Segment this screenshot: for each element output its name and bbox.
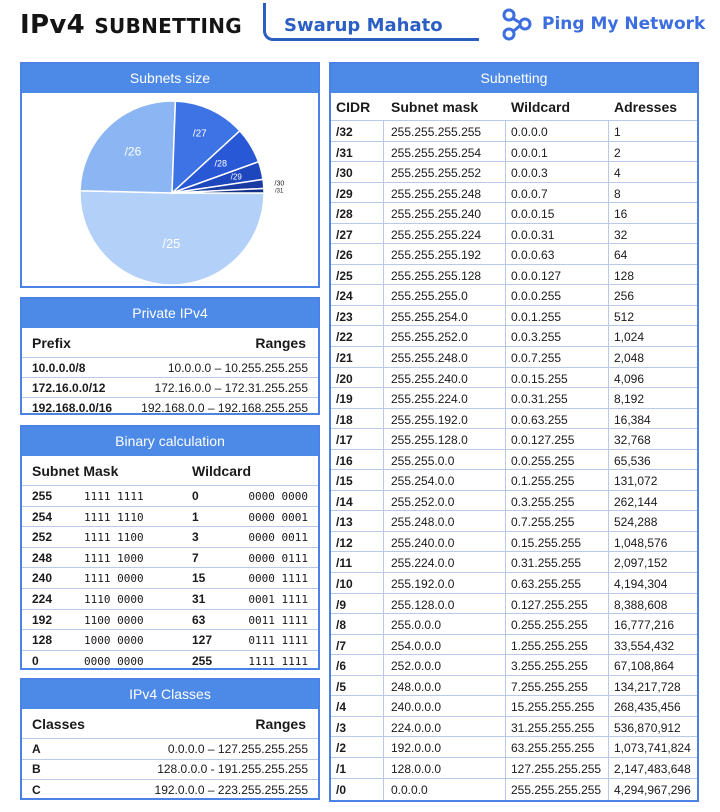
brand-logo <box>500 6 705 42</box>
addresses-cell: 8 <box>614 186 621 201</box>
table-row <box>331 695 697 716</box>
table-row <box>22 650 318 671</box>
mask-binary: 1111 1110 <box>84 510 144 524</box>
wildcard-binary: 0011 1111 <box>248 613 308 627</box>
cidr-cell: /18 <box>336 412 353 427</box>
wildcard-column-header: Wildcard <box>511 99 570 115</box>
wildcard-binary: 0000 0001 <box>248 510 308 524</box>
subnet-mask-cell: 254.0.0.0 <box>391 638 442 653</box>
range-cell: 192.168.0.0 – 192.168.255.255 <box>141 400 308 415</box>
wildcard-cell: 0.0.7.255 <box>511 351 562 366</box>
wildcard-cell: 0.0.0.3 <box>511 166 548 181</box>
network-nodes-icon <box>500 6 536 42</box>
addresses-cell: 268,435,456 <box>614 700 681 715</box>
pie-label-31: /31 <box>275 188 284 195</box>
cidr-cell: /29 <box>336 186 353 201</box>
wildcard-binary: 1111 1111 <box>248 654 308 668</box>
prefix-cell: 172.16.0.0/12 <box>32 380 106 395</box>
addresses-cell: 2,048 <box>614 351 645 366</box>
binary-table-body <box>22 485 318 670</box>
cidr-cell: /31 <box>336 145 353 160</box>
column-divider <box>505 120 506 800</box>
subnet-mask-column-header: Subnet Mask <box>32 462 119 479</box>
mask-decimal: 224 <box>32 591 53 606</box>
wildcard-cell: 0.0.0.0 <box>511 125 548 139</box>
private-ipv4-title: Private IPv4 <box>22 299 318 328</box>
table-row <box>22 397 318 417</box>
page-title <box>20 10 242 40</box>
table-row <box>331 510 697 531</box>
subnet-mask-cell: 255.255.255.240 <box>391 207 482 222</box>
subnet-mask-cell: 255.252.0.0 <box>391 494 455 509</box>
subnetting-title: Subnetting <box>331 64 697 93</box>
wildcard-decimal: 7 <box>192 550 199 565</box>
ranges-column-header: Ranges <box>255 334 306 351</box>
subnets-size-pie-chart <box>22 93 318 286</box>
wildcard-cell: 0.127.255.255 <box>511 597 588 612</box>
cidr-cell: /12 <box>336 535 353 550</box>
wildcard-binary: 0000 0000 <box>248 490 308 503</box>
addresses-cell: 4,096 <box>614 371 645 386</box>
table-row <box>331 305 697 326</box>
cidr-cell: /19 <box>336 392 353 407</box>
mask-binary: 1000 0000 <box>84 634 144 648</box>
wildcard-column-header: Wildcard <box>192 462 251 479</box>
prefix-cell: 192.168.0.0/16 <box>32 400 113 415</box>
subnet-mask-cell: 255.128.0.0 <box>391 597 455 612</box>
addresses-cell: 2 <box>614 145 621 160</box>
table-row <box>331 264 697 285</box>
table-row <box>22 629 318 650</box>
wildcard-cell: 0.0.0.15 <box>511 207 555 222</box>
column-divider <box>383 120 384 800</box>
table-row <box>22 567 318 588</box>
wildcard-binary: 0111 1111 <box>248 634 308 648</box>
subnet-mask-cell: 255.224.0.0 <box>391 556 455 571</box>
wildcard-binary: 0000 1111 <box>248 572 308 586</box>
subnet-mask-cell: 255.255.240.0 <box>391 371 468 386</box>
subnet-mask-cell: 255.255.255.254 <box>391 145 482 160</box>
class-cell: A <box>32 741 41 756</box>
table-row <box>331 490 697 511</box>
cidr-cell: /25 <box>336 268 353 283</box>
addresses-cell: 4 <box>614 166 621 181</box>
range-cell: 10.0.0.0 – 10.255.255.255 <box>167 360 308 375</box>
table-row <box>331 367 697 388</box>
table-row <box>331 120 697 141</box>
table-row <box>331 531 697 552</box>
wildcard-cell: 0.0.127.255 <box>511 433 575 448</box>
subnet-mask-cell: 255.0.0.0 <box>391 618 442 633</box>
cidr-cell: /26 <box>336 248 353 263</box>
table-row <box>331 593 697 614</box>
wildcard-cell: 7.255.255.255 <box>511 679 588 694</box>
pie-label-30: /30 <box>274 180 285 188</box>
ipv4-classes-panel <box>20 678 320 800</box>
addresses-column-header: Adresses <box>614 99 678 115</box>
table-row <box>331 223 697 244</box>
addresses-cell: 4,194,304 <box>614 577 668 592</box>
range-cell: 192.0.0.0 – 223.255.255.255 <box>154 782 308 797</box>
cidr-cell: /7 <box>336 638 347 653</box>
wildcard-binary: 0000 0011 <box>248 531 308 545</box>
addresses-cell: 16,384 <box>614 412 651 427</box>
author-box <box>263 3 479 41</box>
cidr-cell: /5 <box>336 679 347 694</box>
subnet-mask-cell: 255.248.0.0 <box>391 515 455 530</box>
subnetting-header <box>331 93 697 120</box>
cidr-cell: /21 <box>336 351 353 366</box>
table-row <box>22 759 318 780</box>
addresses-cell: 16,777,216 <box>614 618 675 633</box>
mask-binary: 1111 1100 <box>84 531 144 545</box>
wildcard-binary: 0000 0111 <box>248 551 308 565</box>
cidr-cell: /13 <box>336 515 353 530</box>
wildcard-decimal: 31 <box>192 591 206 606</box>
subnet-mask-cell: 224.0.0.0 <box>391 720 442 735</box>
table-row <box>331 243 697 264</box>
table-row <box>22 547 318 568</box>
cidr-cell: /6 <box>336 659 347 674</box>
wildcard-decimal: 15 <box>192 571 206 586</box>
addresses-cell: 1,048,576 <box>614 535 668 550</box>
mask-binary: 1111 1000 <box>84 551 144 565</box>
cidr-cell: /4 <box>336 700 347 715</box>
cidr-cell: /1 <box>336 761 347 776</box>
wildcard-cell: 0.0.255.255 <box>511 453 575 468</box>
cidr-cell: /30 <box>336 166 353 181</box>
private-ipv4-panel <box>20 297 320 415</box>
mask-decimal: 128 <box>32 633 53 648</box>
table-row <box>22 526 318 547</box>
pie-label-25: /25 <box>162 236 181 252</box>
wildcard-cell: 0.0.0.255 <box>511 289 562 304</box>
cidr-cell: /11 <box>336 556 353 571</box>
cidr-cell: /28 <box>336 207 353 222</box>
subnet-mask-cell: 255.254.0.0 <box>391 474 455 489</box>
cidr-cell: /2 <box>336 741 347 756</box>
mask-decimal: 0 <box>32 653 39 668</box>
wildcard-cell: 127.255.255.255 <box>511 761 602 776</box>
wildcard-decimal: 63 <box>192 612 206 627</box>
addresses-cell: 128 <box>614 268 635 283</box>
subnet-mask-cell: 255.255.252.0 <box>391 330 468 345</box>
table-row <box>22 377 318 397</box>
table-row <box>331 469 697 490</box>
wildcard-decimal: 1 <box>192 509 199 524</box>
subnet-mask-cell: 255.255.192.0 <box>391 412 468 427</box>
wildcard-cell: 0.0.0.31 <box>511 227 555 242</box>
addresses-cell: 8,192 <box>614 392 645 407</box>
table-row <box>22 738 318 759</box>
addresses-cell: 512 <box>614 309 635 324</box>
wildcard-cell: 1.255.255.255 <box>511 638 588 653</box>
addresses-cell: 256 <box>614 289 635 304</box>
mask-binary: 1110 0000 <box>84 592 144 606</box>
table-row <box>331 387 697 408</box>
prefix-column-header: Prefix <box>32 334 71 351</box>
binary-calculation-title: Binary calculation <box>22 427 318 456</box>
mask-decimal: 240 <box>32 571 53 586</box>
classes-column-header: Classes <box>32 715 85 732</box>
table-row <box>22 779 318 800</box>
pie-label-29: /29 <box>230 172 242 182</box>
column-divider <box>608 120 609 800</box>
wildcard-cell: 3.255.255.255 <box>511 659 588 674</box>
subnet-mask-cell: 255.192.0.0 <box>391 577 455 592</box>
subnet-mask-cell: 255.255.255.0 <box>391 289 468 304</box>
cidr-column-header: CIDR <box>336 99 371 115</box>
subnet-mask-cell: 128.0.0.0 <box>391 761 442 776</box>
cidr-cell: /22 <box>336 330 353 345</box>
table-row <box>331 654 697 675</box>
mask-column-header: Subnet mask <box>391 99 479 115</box>
binary-calculation-header <box>22 456 318 485</box>
addresses-cell: 1,024 <box>614 330 645 345</box>
wildcard-decimal: 0 <box>192 489 199 503</box>
ipv4-classes-title: IPv4 Classes <box>22 680 318 709</box>
table-row <box>331 675 697 696</box>
subnet-mask-cell: 255.255.255.255 <box>391 125 482 139</box>
wildcard-cell: 0.0.1.255 <box>511 309 562 324</box>
addresses-cell: 64 <box>614 248 628 263</box>
table-row <box>331 572 697 593</box>
table-row <box>22 485 318 506</box>
wildcard-cell: 255.255.255.255 <box>511 782 602 797</box>
table-row <box>331 182 697 203</box>
addresses-cell: 2,097,152 <box>614 556 668 571</box>
subnet-mask-cell: 0.0.0.0 <box>391 782 428 797</box>
subnets-size-panel <box>20 62 320 288</box>
addresses-cell: 536,870,912 <box>614 720 681 735</box>
mask-binary: 1111 0000 <box>84 572 144 586</box>
subnetting-panel <box>329 62 699 802</box>
wildcard-cell: 31.255.255.255 <box>511 720 595 735</box>
addresses-cell: 262,144 <box>614 494 658 509</box>
wildcard-decimal: 255 <box>192 653 213 668</box>
subnet-mask-cell: 240.0.0.0 <box>391 700 442 715</box>
subnet-mask-cell: 255.255.224.0 <box>391 392 468 407</box>
table-row <box>331 284 697 305</box>
wildcard-cell: 0.0.0.63 <box>511 248 555 263</box>
wildcard-cell: 0.1.255.255 <box>511 474 575 489</box>
wildcard-binary: 0001 1111 <box>248 592 308 606</box>
mask-decimal: 255 <box>32 489 53 503</box>
subnet-mask-cell: 255.255.255.248 <box>391 186 482 201</box>
cidr-cell: /10 <box>336 577 353 592</box>
title-main: IPv4 <box>20 10 95 40</box>
mask-binary: 0000 0000 <box>84 654 144 668</box>
subnet-mask-cell: 255.240.0.0 <box>391 535 455 550</box>
table-row <box>22 588 318 609</box>
table-row <box>331 736 697 757</box>
wildcard-cell: 0.7.255.255 <box>511 515 575 530</box>
subnet-mask-cell: 248.0.0.0 <box>391 679 442 694</box>
addresses-cell: 1,073,741,824 <box>614 741 691 756</box>
cidr-cell: /27 <box>336 227 353 242</box>
subnet-mask-cell: 252.0.0.0 <box>391 659 442 674</box>
table-row <box>22 357 318 377</box>
mask-decimal: 254 <box>32 509 53 524</box>
wildcard-cell: 0.0.3.255 <box>511 330 562 345</box>
subnet-mask-cell: 255.255.255.224 <box>391 227 482 242</box>
wildcard-cell: 0.0.63.255 <box>511 412 568 427</box>
ipv4-classes-header <box>22 709 318 738</box>
cidr-cell: /9 <box>336 597 347 612</box>
addresses-cell: 8,388,608 <box>614 597 668 612</box>
wildcard-cell: 0.31.255.255 <box>511 556 582 571</box>
mask-decimal: 252 <box>32 530 53 545</box>
wildcard-cell: 0.3.255.255 <box>511 494 575 509</box>
ranges-column-header: Ranges <box>255 715 306 732</box>
addresses-cell: 32,768 <box>614 433 651 448</box>
table-row <box>331 634 697 655</box>
addresses-cell: 4,294,967,296 <box>614 782 691 797</box>
addresses-cell: 131,072 <box>614 474 658 489</box>
cidr-cell: /14 <box>336 494 353 509</box>
pie-label-28: /28 <box>214 158 228 169</box>
mask-decimal: 248 <box>32 550 53 565</box>
table-row <box>331 408 697 429</box>
wildcard-cell: 0.0.0.1 <box>511 145 548 160</box>
subnet-mask-cell: 255.255.254.0 <box>391 309 468 324</box>
wildcard-cell: 0.63.255.255 <box>511 577 582 592</box>
table-row <box>331 716 697 737</box>
addresses-cell: 1 <box>614 125 621 139</box>
table-row <box>331 346 697 367</box>
wildcard-cell: 0.255.255.255 <box>511 618 588 633</box>
binary-calculation-panel <box>20 425 320 670</box>
cidr-cell: /0 <box>336 782 347 797</box>
author-name: Swarup Mahato <box>284 15 443 36</box>
cidr-cell: /8 <box>336 618 347 633</box>
subnet-mask-cell: 255.255.0.0 <box>391 453 455 468</box>
table-row <box>331 202 697 223</box>
mask-binary: 1111 1111 <box>84 490 144 503</box>
addresses-cell: 134,217,728 <box>614 679 681 694</box>
class-cell: B <box>32 762 41 777</box>
range-cell: 172.16.0.0 – 172.31.255.255 <box>154 380 308 395</box>
table-row <box>331 449 697 470</box>
cidr-cell: /23 <box>336 309 353 324</box>
wildcard-cell: 63.255.255.255 <box>511 741 595 756</box>
wildcard-cell: 0.0.15.255 <box>511 371 568 386</box>
mask-decimal: 192 <box>32 612 53 627</box>
prefix-cell: 10.0.0.0/8 <box>32 360 86 375</box>
cidr-cell: /3 <box>336 720 347 735</box>
pie-label-26: /26 <box>124 144 142 159</box>
subnet-mask-cell: 255.255.248.0 <box>391 351 468 366</box>
brand-name: Ping My Network <box>542 14 706 34</box>
addresses-cell: 65,536 <box>614 453 651 468</box>
subnet-mask-cell: 255.255.255.128 <box>391 268 482 283</box>
wildcard-cell: 0.15.255.255 <box>511 535 582 550</box>
table-row <box>331 161 697 182</box>
cidr-cell: /17 <box>336 433 353 448</box>
title-smallcaps: SUBNETTING <box>94 14 242 38</box>
addresses-cell: 524,288 <box>614 515 658 530</box>
table-row <box>331 551 697 572</box>
addresses-cell: 2,147,483,648 <box>614 761 691 776</box>
addresses-cell: 67,108,864 <box>614 659 675 674</box>
private-ipv4-header <box>22 328 318 357</box>
addresses-cell: 33,554,432 <box>614 638 675 653</box>
subnets-size-title: Subnets size <box>22 64 318 93</box>
table-row <box>331 778 697 799</box>
wildcard-decimal: 127 <box>192 633 213 648</box>
table-row <box>331 428 697 449</box>
range-cell: 128.0.0.0 - 191.255.255.255 <box>157 762 308 777</box>
cidr-cell: /15 <box>336 474 353 489</box>
subnetting-table-body <box>331 120 697 798</box>
table-row <box>331 613 697 634</box>
mask-binary: 1100 0000 <box>84 613 144 627</box>
pie-label-27: /27 <box>192 128 207 140</box>
cidr-cell: /32 <box>336 125 353 139</box>
table-row <box>331 757 697 778</box>
table-row <box>22 506 318 527</box>
addresses-cell: 16 <box>614 207 628 222</box>
cidr-cell: /24 <box>336 289 353 304</box>
addresses-cell: 32 <box>614 227 628 242</box>
range-cell: 0.0.0.0 – 127.255.255.255 <box>167 741 308 756</box>
cidr-cell: /16 <box>336 453 353 468</box>
wildcard-decimal: 3 <box>192 530 199 545</box>
table-row <box>331 325 697 346</box>
class-cell: C <box>32 782 41 797</box>
table-row <box>22 609 318 630</box>
wildcard-cell: 15.255.255.255 <box>511 700 595 715</box>
cidr-cell: /20 <box>336 371 353 386</box>
subnet-mask-cell: 255.255.128.0 <box>391 433 468 448</box>
wildcard-cell: 0.0.0.127 <box>511 268 562 283</box>
subnet-mask-cell: 255.255.255.192 <box>391 248 482 263</box>
wildcard-cell: 0.0.31.255 <box>511 392 568 407</box>
wildcard-cell: 0.0.0.7 <box>511 186 548 201</box>
subnet-mask-cell: 192.0.0.0 <box>391 741 442 756</box>
table-row <box>331 141 697 162</box>
subnet-mask-cell: 255.255.255.252 <box>391 166 482 181</box>
